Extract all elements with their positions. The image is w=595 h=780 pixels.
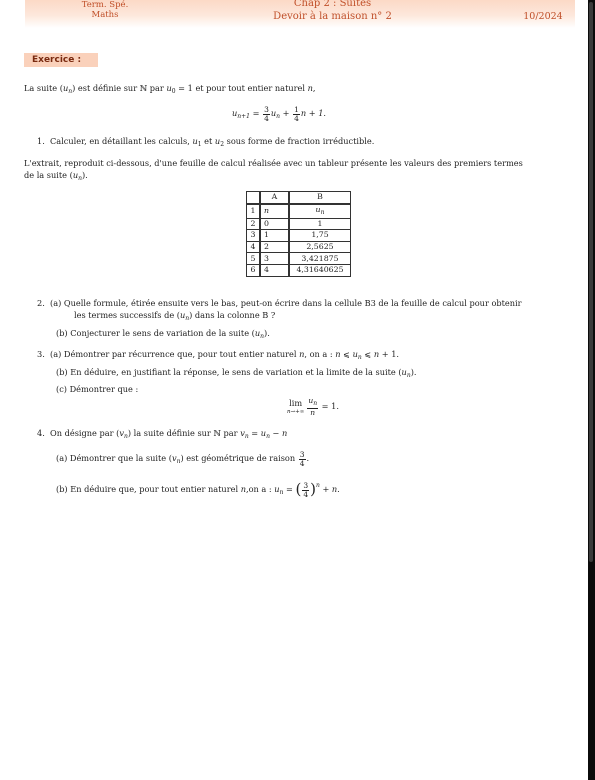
question-3a: 3. (a) Démontrer par récurrence que, pour tout entier naturel n, on a : n ⩽ $u_n$ ⩽ n + 1. — [37, 349, 400, 361]
spreadsheet-header-row — [247, 192, 351, 204]
recurrence-formula: $u_{n+1}$ = $\frac{3}{4}$ $u_n$ + $\frac{1}{4}$ n + 1. — [232, 104, 327, 123]
question-3b: (b) En déduire, en justifiant la réponse, le sens de variation et la limite de la suite $(u_n)$. — [56, 367, 417, 379]
limit-formula: lim n→+∞ $\frac{u_n}{n}$ = 1. — [287, 396, 339, 417]
header-level: Term. Spé. — [81, 0, 129, 10]
col-header-a: A — [260, 192, 289, 204]
table-row: 2 0 1 — [247, 218, 351, 230]
header-title: Devoir à la maison n° 2 — [273, 11, 392, 22]
exercise-badge: Exercice : — [24, 53, 98, 67]
intro-text: La suite $(u_n)$ est définie sur ℕ par $u_0 = 1$ et pour tout entier naturel n, — [24, 83, 316, 95]
scrollbar[interactable] — [588, 0, 595, 780]
header-date: 10/2024 — [523, 11, 563, 22]
extract-line-1: L'extrait, reproduit ci-dessous, d'une feuille de calcul réalisée avec un tableur présente les valeurs des premiers termes — [24, 158, 523, 168]
question-4: 4. On désigne par $(v_n)$ la suite définie sur ℕ par $v_n = u_n - n$ — [37, 428, 288, 440]
table-row: 3 1 1,75 — [247, 230, 351, 242]
header-band — [25, 0, 575, 28]
question-1: 1. Calculer, en détaillant les calculs, $u_1$ et $u_2$ sous forme de fraction irréductible. — [37, 136, 375, 148]
question-4b: (b) En déduire que, pour tout entier naturel n,on a : $u_n$ = ( $\frac{3}{4}$ )$^n$ + n. — [56, 480, 340, 499]
table-row: 6 4 4,31640625 — [247, 264, 351, 276]
table-row: 1 n $u_n$ — [247, 204, 351, 219]
question-3c: (c) Démontrer que : — [56, 384, 139, 394]
question-2b: (b) Conjecturer le sens de variation de la suite $(u_n)$. — [56, 328, 270, 340]
header-chapter: Chap 2 : Suites — [293, 0, 372, 9]
question-2a-cont: les termes successifs de $(u_n)$ dans la colonne B ? — [74, 310, 276, 322]
col-header-b: B — [289, 192, 351, 204]
spreadsheet-table — [246, 191, 351, 277]
header-subject: Maths — [91, 10, 119, 20]
extract-line-2: de la suite $(u_n)$. — [24, 170, 88, 182]
question-4a: (a) Démontrer que la suite $(v_n)$ est géométrique de raison $\frac{3}{4}$ . — [56, 449, 310, 468]
question-2a: 2. (a) Quelle formule, étirée ensuite vers le bas, peut-on écrire dans la cellule B3 de la feuille de calcul pour obtenir — [37, 298, 522, 308]
table-row: 5 3 3,421875 — [247, 253, 351, 265]
scrollbar-thumb[interactable] — [589, 2, 593, 562]
table-row: 4 2 2,5625 — [247, 241, 351, 253]
